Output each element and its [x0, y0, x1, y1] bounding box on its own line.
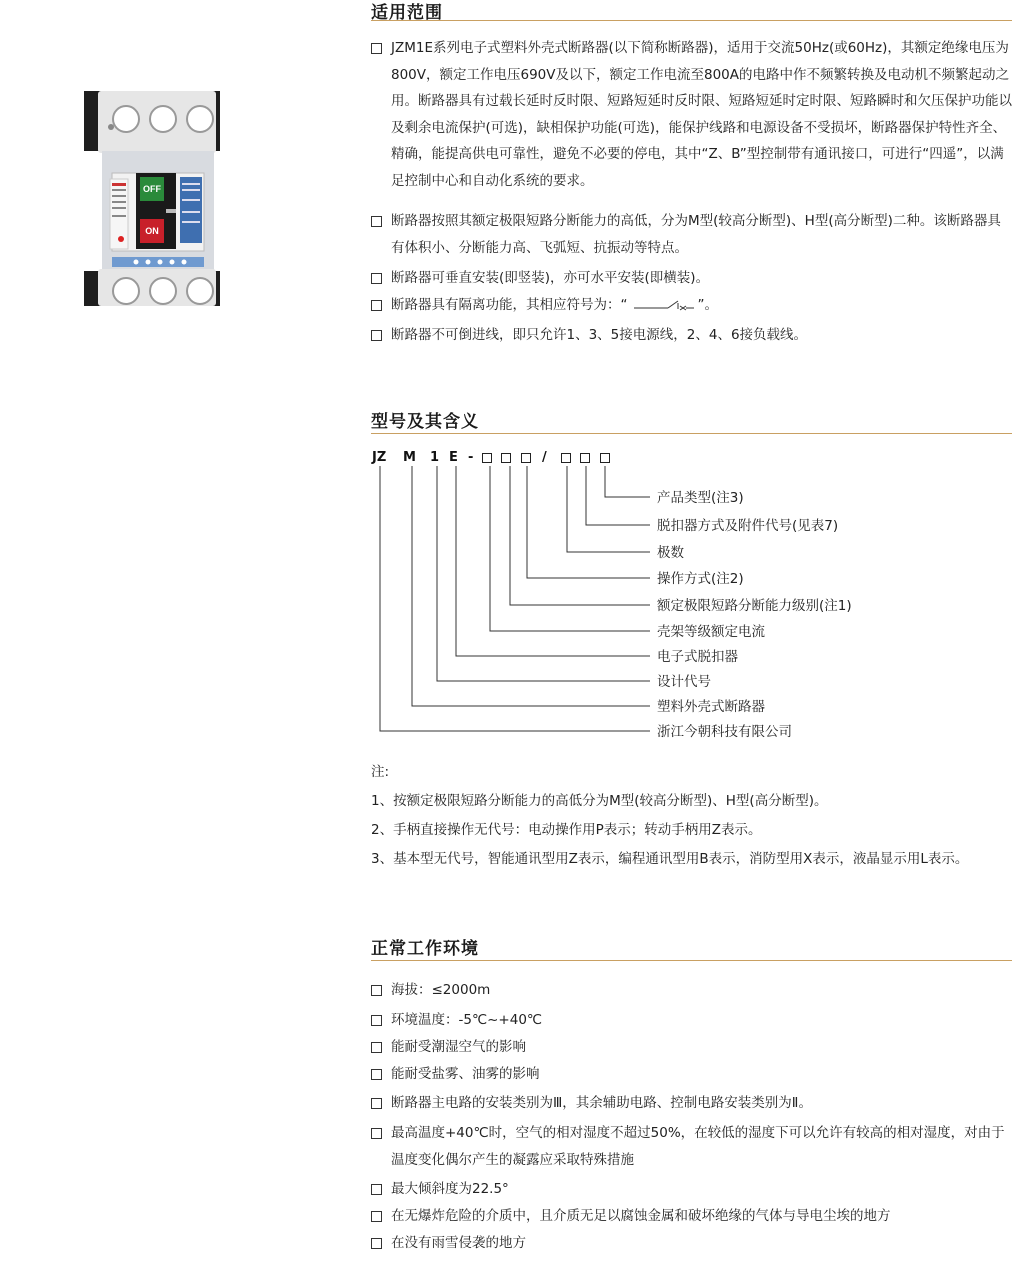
note-3: 3、基本型无代号，智能通讯型用Z表示，编程通讯型用B表示，消防型用X表示，液晶显示用L表示。 — [371, 851, 969, 867]
list-item-text: 能耐受潮湿空气的影响 — [391, 1039, 526, 1055]
legend-electronic-release: 电子式脱扣器 — [657, 649, 738, 665]
checkbox-square-icon — [371, 1184, 382, 1195]
list-item-text: 在没有雨雪侵袭的地方 — [391, 1235, 526, 1251]
list-item — [371, 1090, 1013, 1117]
list-item — [371, 1061, 1013, 1088]
checkbox-square-icon — [371, 985, 382, 996]
section-title-model: 型号及其含义 — [371, 412, 479, 432]
list-item-text: 最高温度+40℃时，空气的相对湿度不超过50%，在较低的湿度下可以允许有较高的相对湿度，对由于温度变化偶尔产生的凝露应采取特殊措施 — [391, 1125, 1005, 1168]
section-title-environment: 正常工作环境 — [371, 939, 479, 959]
off-label: OFF — [143, 184, 161, 194]
list-item-text: 环境温度：-5℃~+40℃ — [391, 1012, 543, 1028]
list-item — [371, 1176, 1013, 1203]
legend-breaking-capacity: 额定极限短路分断能力级别(注1) — [657, 598, 852, 614]
checkbox-square-icon — [371, 1098, 382, 1109]
code-1: 1 — [430, 450, 440, 465]
list-item-text: 能耐受盐雾、油雾的影响 — [391, 1066, 540, 1082]
checkbox-square-icon — [371, 1211, 382, 1222]
checkbox-square-icon — [371, 1069, 382, 1080]
list-item-text: 海拔：≤2000m — [391, 982, 491, 998]
code-jz: JZ — [372, 450, 387, 465]
note-1: 1、按额定极限短路分断能力的高低分为M型(较高分断型)、H型(高分断型)。 — [371, 793, 828, 809]
list-item-text: 在无爆炸危险的介质中，且介质无足以腐蚀金属和破坏绝缘的气体与导电尘埃的地方 — [391, 1208, 891, 1224]
isolation-text-before: 断路器具有隔离功能，其相应符号为：“ — [391, 297, 628, 313]
list-item — [371, 1007, 1013, 1034]
legend-operation: 操作方式(注2) — [657, 571, 744, 587]
checkbox-square-icon — [371, 1015, 382, 1026]
isolation-text-after: ”。 — [697, 297, 718, 313]
code-slash: / — [542, 450, 547, 465]
list-item — [371, 1120, 1013, 1173]
list-item — [371, 1230, 1013, 1257]
list-item-text: JZM1E系列电子式塑料外壳式断路器(以下简称断路器)，适用于交流50Hz(或60Hz)，其额定绝缘电压为800V，额定工作电压690V及以下，额定工作电流至800A的电路中作不频繁转换及电动机不频繁起动之用。断路器具有过载长延时反时限、短路短延时反时限、短路短延时定时限、短路瞬时和欠压保护功能以及剩余电流保护(可选)，缺相保护功能(可选)，能保护线路和电源设备不受损坏，断路器保护特性齐全、精确，能提高供电可靠性，避免不必要的停电，其中“Z、B”型控制带有通讯接口，可进行“四遥”，以满足控制中心和自动化系统的要求。 — [391, 40, 1012, 189]
legend-release-type: 脱扣器方式及附件代号(见表7) — [657, 518, 839, 534]
notes-title: 注: — [371, 764, 390, 780]
checkbox-square-icon — [371, 1238, 382, 1249]
legend-mccb: 塑料外壳式断路器 — [657, 699, 765, 715]
legend-frame-current: 壳架等级额定电流 — [657, 624, 765, 640]
legend-product-type: 产品类型(注3) — [657, 490, 744, 506]
legend-design-code: 设计代号 — [657, 674, 711, 690]
legend-poles: 极数 — [657, 545, 684, 561]
list-item-text: 断路器按照其额定极限短路分断能力的高低，分为M型(较高分断型)、H型(高分断型)二种。该断路器具有体积小、分断能力高、飞弧短、抗振动等特点。 — [391, 213, 1001, 256]
legend-company: 浙江今朝科技有限公司 — [657, 724, 792, 740]
section-title-scope: 适用范围 — [371, 3, 443, 23]
list-item-text: 断路器可垂直安装(即竖装)，亦可水平安装(即横装)。 — [391, 270, 710, 286]
list-item-text: 断路器主电路的安装类别为Ⅲ，其余辅助电路、控制电路安装类别为Ⅱ。 — [391, 1095, 812, 1111]
code-m: M — [403, 450, 416, 465]
list-item-text: 断路器不可倒进线，即只允许1、3、5接电源线，2、4、6接负载线。 — [391, 327, 808, 343]
checkbox-square-icon — [371, 1128, 382, 1139]
code-dash: - — [468, 450, 474, 465]
list-item — [371, 1203, 1013, 1230]
code-e: E — [449, 450, 458, 465]
on-label: ON — [145, 226, 159, 236]
list-item — [371, 1034, 1013, 1061]
note-2: 2、手柄直接操作无代号：电动操作用P表示；转动手柄用Z表示。 — [371, 822, 762, 838]
section-divider — [371, 960, 1012, 961]
list-item-text: 最大倾斜度为22.5° — [391, 1181, 509, 1197]
list-item — [371, 977, 1013, 1004]
checkbox-square-icon — [371, 1042, 382, 1053]
